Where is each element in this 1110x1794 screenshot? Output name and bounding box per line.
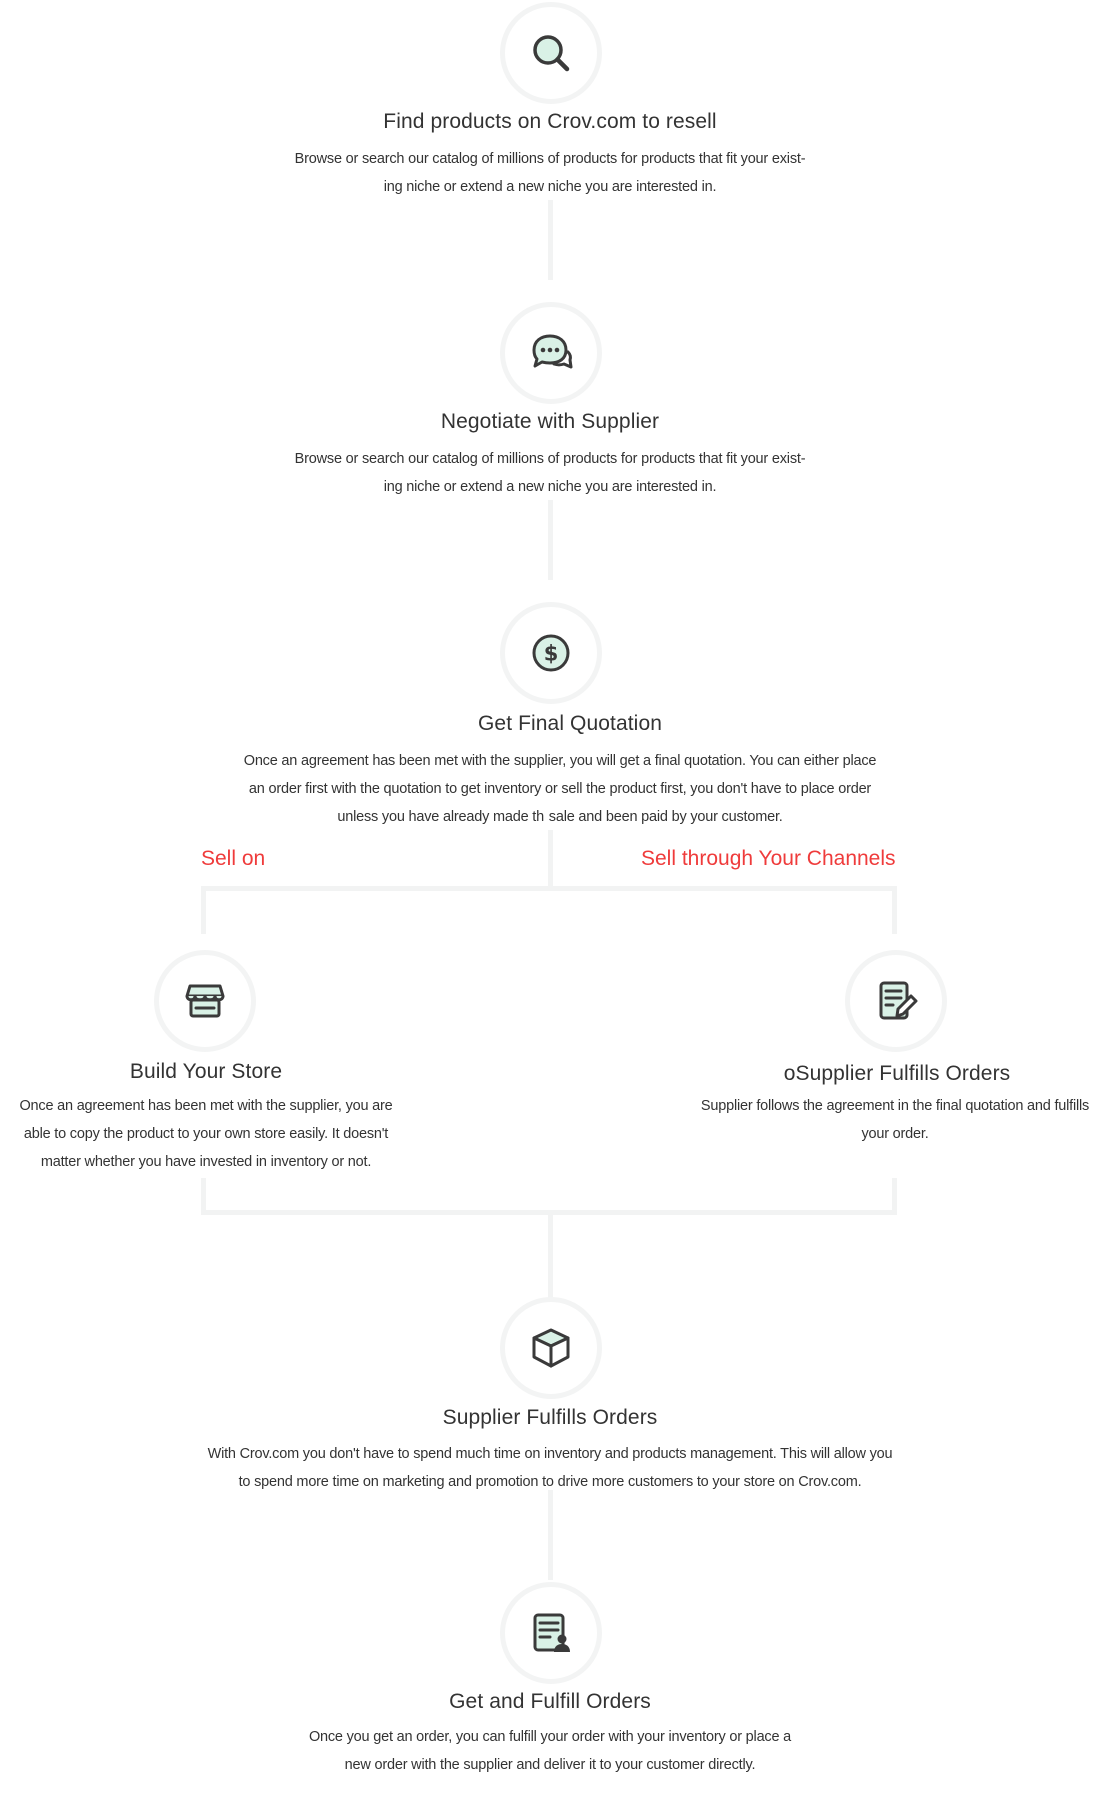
build-store-icon-circle — [154, 950, 256, 1052]
svg-text:$: $ — [543, 641, 559, 666]
step-quotation-desc: Once an agreement has been met with the supplier, you will get a final quotation. You can either place an order first with the quotation to get inventory or sell the product first, you don't have to place order unless you have already made th sale and been paid by your customer. — [243, 753, 877, 825]
supplier-fulfills-title: Supplier Fulfills Orders — [442, 1406, 658, 1429]
dollar-icon — [526, 628, 576, 678]
get-fulfill-desc: Once you get an order, you can fulfill your order with your inventory or place a new order with the supplier and deliver it to your customer directly. — [308, 1729, 792, 1773]
step-negotiate-desc: Browse or search our catalog of millions of products for products that fit your exist- ing niche or extend a new niche you are interested in. — [294, 451, 806, 495]
get-fulfill-icon-circle — [500, 1582, 602, 1684]
connector-line-1 — [548, 200, 553, 280]
build-store-title: Build Your Store — [129, 1060, 283, 1083]
connector-line-4 — [548, 1210, 553, 1300]
search-icon — [526, 28, 576, 78]
sell-through-channels-label: Sell through Your Channels — [641, 847, 896, 870]
branch-top-left-drop — [201, 886, 206, 934]
supplier-fulfills-desc: With Crov.com you don't have to spend much time on inventory and products management. This will allow you to spend more time on marketing and promotion to drive more customers to your store on Crov.com. — [207, 1446, 893, 1490]
document-user-icon — [526, 1608, 576, 1658]
osupplier-title: oSupplier Fulfills Orders — [783, 1062, 1011, 1085]
branch-top-horizontal — [201, 886, 897, 891]
branch-top-right-drop — [892, 886, 897, 934]
step-find-icon-circle — [500, 2, 602, 104]
step-quotation-icon-circle — [500, 602, 602, 704]
osupplier-desc: Supplier follows the agreement in the final quotation and fulfills your order. — [680, 1092, 1110, 1148]
osupplier-icon-circle — [845, 950, 947, 1052]
step-find-title: Find products on Crov.com to resell — [383, 110, 717, 133]
sell-on-label: Sell on — [201, 847, 266, 870]
connector-line-2 — [548, 500, 553, 580]
connector-line-5 — [548, 1490, 553, 1580]
supplier-fulfills-icon-circle — [500, 1297, 602, 1399]
chat-icon — [526, 328, 576, 378]
connector-line-3 — [548, 830, 553, 888]
branch-bottom-right-rise — [892, 1178, 897, 1214]
store-icon — [180, 976, 230, 1026]
box-icon — [526, 1323, 576, 1373]
branch-bottom-left-rise — [201, 1178, 206, 1214]
step-quotation-title: Get Final Quotation — [478, 712, 662, 735]
edit-document-icon — [871, 976, 921, 1026]
step-negotiate-icon-circle — [500, 302, 602, 404]
step-negotiate-title: Negotiate with Supplier — [440, 410, 660, 433]
get-fulfill-title: Get and Fulfill Orders — [449, 1690, 651, 1713]
step-find-desc: Browse or search our catalog of millions of products for products that fit your exist- ing niche or extend a new niche you are interested in. — [294, 151, 806, 195]
build-store-desc: Once an agreement has been met with the supplier, you are able to copy the product to your own store easily. It doesn't matter whether you have invested in inventory or not. — [19, 1098, 393, 1170]
